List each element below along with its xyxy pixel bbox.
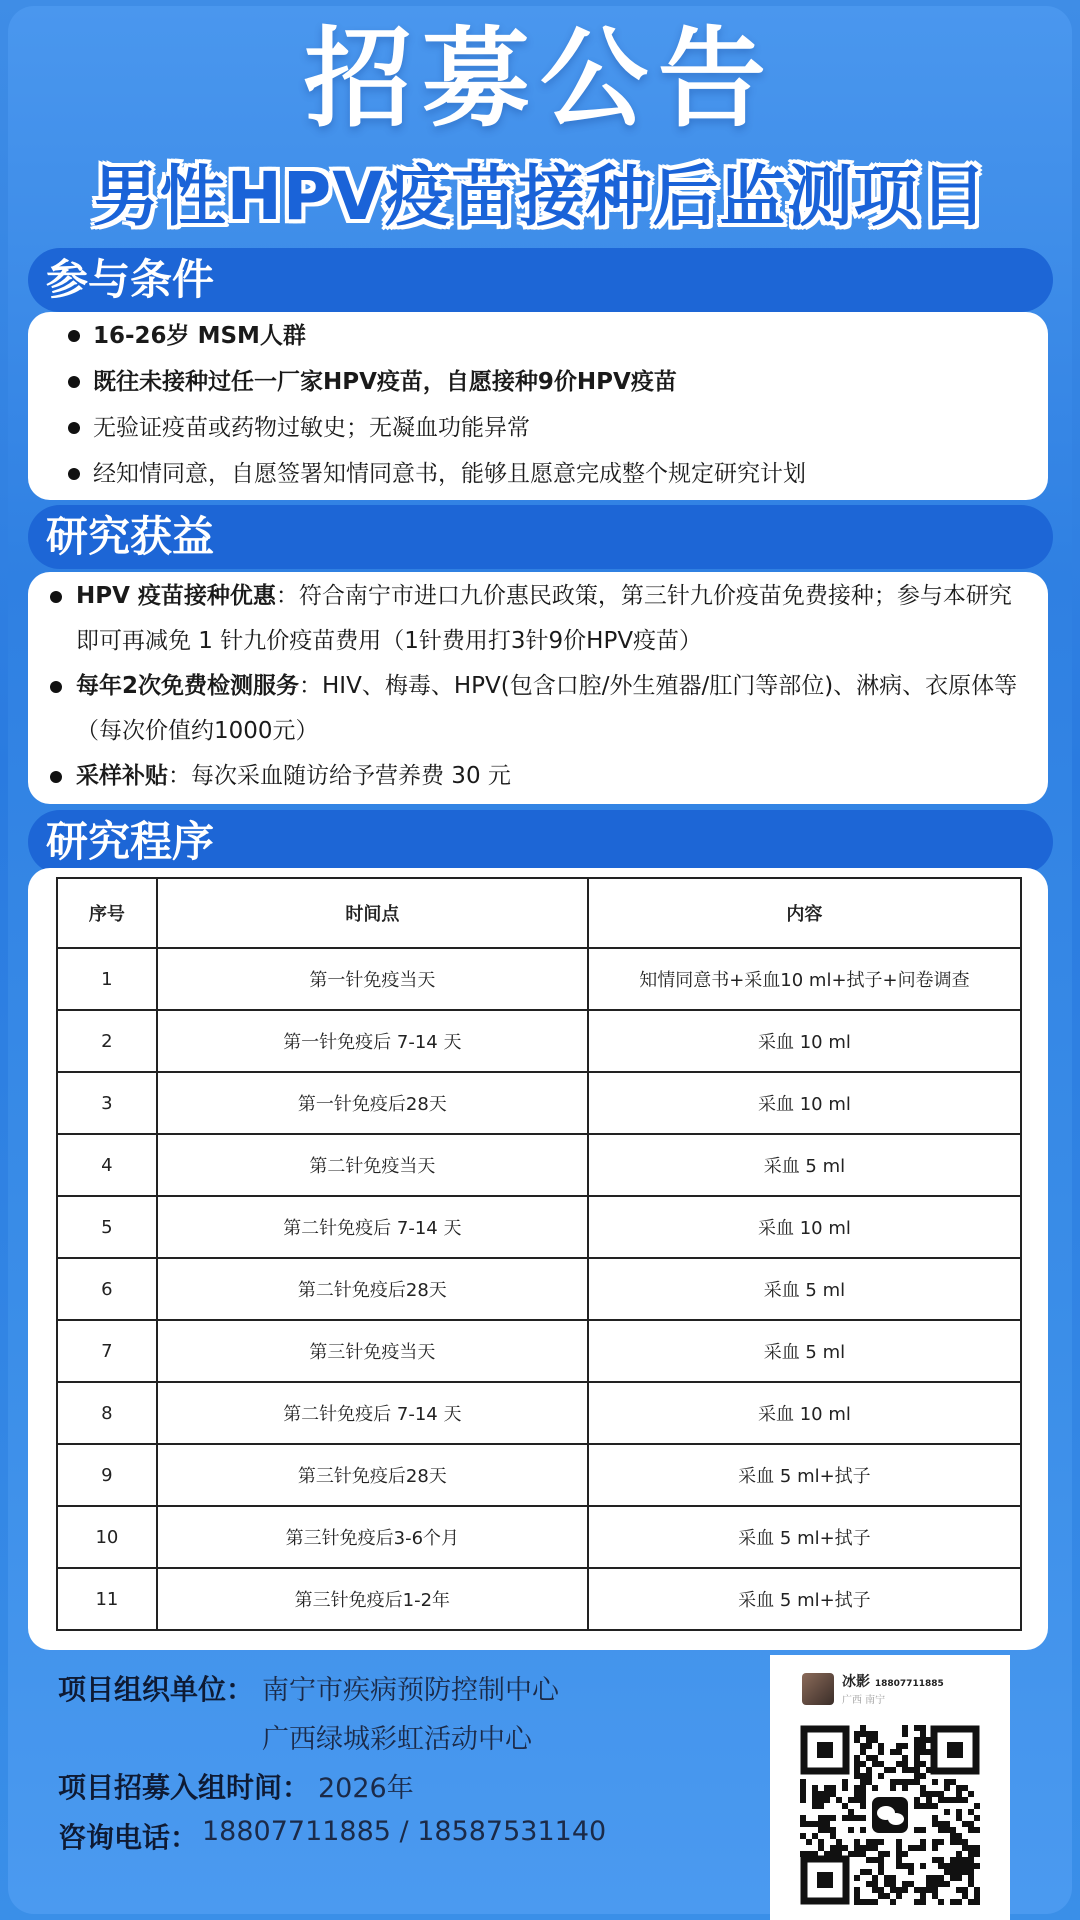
- cell-index: 1: [57, 948, 157, 1010]
- cell-content: 采血 5 ml: [588, 1258, 1021, 1320]
- condition-text: 经知情同意，自愿签署知情同意书，能够且愿意完成整个规定研究计划: [93, 461, 806, 487]
- table-row: [57, 948, 1021, 1010]
- cell-content: 采血 10 ml: [588, 1196, 1021, 1258]
- condition-text: 16-26岁 MSM人群: [93, 323, 306, 349]
- bullet-icon: [68, 422, 80, 434]
- cell-timepoint: 第二针免疫当天: [157, 1134, 588, 1196]
- conditions-header: [28, 248, 1053, 312]
- avatar: [802, 1673, 834, 1705]
- table-row: [57, 1444, 1021, 1506]
- cell-content: 采血 5 ml: [588, 1134, 1021, 1196]
- phone-value[interactable]: 18807711885 / 18587531140: [202, 1816, 607, 1847]
- col-header-index: 序号: [57, 878, 157, 948]
- cell-index: 11: [57, 1568, 157, 1630]
- benefit-text: HPV 疫苗接种优惠：符合南宁市进口九价惠民政策，第三针九价疫苗免费接种；参与本研究即可再减免 1 针九价疫苗费用（1针费用打3针9价HPV疫苗）: [76, 583, 1012, 654]
- cell-index: 8: [57, 1382, 157, 1444]
- bullet-icon: [50, 591, 62, 603]
- cell-index: 3: [57, 1072, 157, 1134]
- cell-timepoint: 第二针免疫后 7-14 天: [157, 1196, 588, 1258]
- condition-text: 无验证疫苗或药物过敏史；无凝血功能异常: [93, 415, 530, 441]
- cell-index: 10: [57, 1506, 157, 1568]
- org-name-1: 南宁市疾病预防控制中心: [262, 1675, 559, 1706]
- poster-title: 招募公告: [303, 17, 776, 142]
- table-row: [57, 1072, 1021, 1134]
- recruit-time-value: 2026年: [318, 1773, 414, 1804]
- cell-index: 7: [57, 1320, 157, 1382]
- bullet-icon: [50, 771, 62, 783]
- benefit-text: 每年2次免费检测服务：HIV、梅毒、HPV(包含口腔/外生殖器/肛门等部位)、淋病、衣原体等（每次价值约1000元）: [76, 673, 1018, 744]
- table-row: [57, 1568, 1021, 1630]
- cell-timepoint: 第三针免疫当天: [157, 1320, 588, 1382]
- phone-label: 咨询电话：: [58, 1821, 199, 1854]
- cell-content: 采血 5 ml+拭子: [588, 1444, 1021, 1506]
- cell-timepoint: 第一针免疫当天: [157, 948, 588, 1010]
- cell-content: 采血 5 ml+拭子: [588, 1568, 1021, 1630]
- poster-subtitle: 男性HPV疫苗接种后监测项目: [92, 158, 988, 235]
- cell-content: 采血 5 ml: [588, 1320, 1021, 1382]
- benefit-text: 采样补贴：每次采血随访给予营养费 30 元: [76, 763, 511, 789]
- cell-timepoint: 第三针免疫后28天: [157, 1444, 588, 1506]
- table-row: [57, 1258, 1021, 1320]
- wechat-icon: [872, 1797, 908, 1833]
- table-header-row: [57, 878, 1021, 948]
- table-row: [57, 1320, 1021, 1382]
- cell-timepoint: 第二针免疫后 7-14 天: [157, 1382, 588, 1444]
- cell-content: 采血 10 ml: [588, 1382, 1021, 1444]
- cell-timepoint: 第一针免疫后 7-14 天: [157, 1010, 588, 1072]
- col-header-timepoint: 时间点: [157, 878, 588, 948]
- condition-text: 既往未接种过任一厂家HPV疫苗，自愿接种9价HPV疫苗: [93, 369, 677, 395]
- col-header-content: 内容: [588, 878, 1021, 948]
- benefits-title: 研究获益: [46, 512, 215, 561]
- cell-index: 2: [57, 1010, 157, 1072]
- table-row: [57, 1382, 1021, 1444]
- org-label: 项目组织单位：: [58, 1673, 255, 1706]
- procedure-title: 研究程序: [46, 817, 215, 866]
- conditions-title: 参与条件: [46, 255, 215, 304]
- bullet-icon: [68, 376, 80, 388]
- cell-timepoint: 第二针免疫后28天: [157, 1258, 588, 1320]
- cell-timepoint: 第一针免疫后28天: [157, 1072, 588, 1134]
- cell-content: 采血 10 ml: [588, 1010, 1021, 1072]
- org-name-2: 广西绿城彩虹活动中心: [262, 1724, 532, 1755]
- cell-timepoint: 第三针免疫后1-2年: [157, 1568, 588, 1630]
- cell-content: 采血 5 ml+拭子: [588, 1506, 1021, 1568]
- cell-index: 9: [57, 1444, 157, 1506]
- procedure-table: [56, 877, 1022, 1631]
- recruit-time-label: 项目招募入组时间：: [58, 1771, 311, 1804]
- cell-timepoint: 第三针免疫后3-6个月: [157, 1506, 588, 1568]
- table-row: [57, 1196, 1021, 1258]
- wechat-qr-card[interactable]: [770, 1655, 1010, 1920]
- cell-content: 采血 10 ml: [588, 1072, 1021, 1134]
- bullet-icon: [68, 330, 80, 342]
- benefits-box: [28, 572, 1048, 804]
- cell-index: 5: [57, 1196, 157, 1258]
- cell-index: 4: [57, 1134, 157, 1196]
- cell-index: 6: [57, 1258, 157, 1320]
- procedure-header: [28, 810, 1053, 874]
- table-row: [57, 1010, 1021, 1072]
- table-row: [57, 1506, 1021, 1568]
- cell-content: 知情同意书+采血10 ml+拭子+问卷调查: [588, 948, 1021, 1010]
- qr-code: [800, 1725, 980, 1905]
- bullet-icon: [68, 468, 80, 480]
- table-row: [57, 1134, 1021, 1196]
- qr-location: 广西 南宁: [842, 1695, 886, 1706]
- conditions-box: [28, 312, 1048, 500]
- qr-contact-name: 冰影 18807711885: [842, 1674, 944, 1690]
- bullet-icon: [50, 681, 62, 693]
- benefits-header: [28, 505, 1053, 569]
